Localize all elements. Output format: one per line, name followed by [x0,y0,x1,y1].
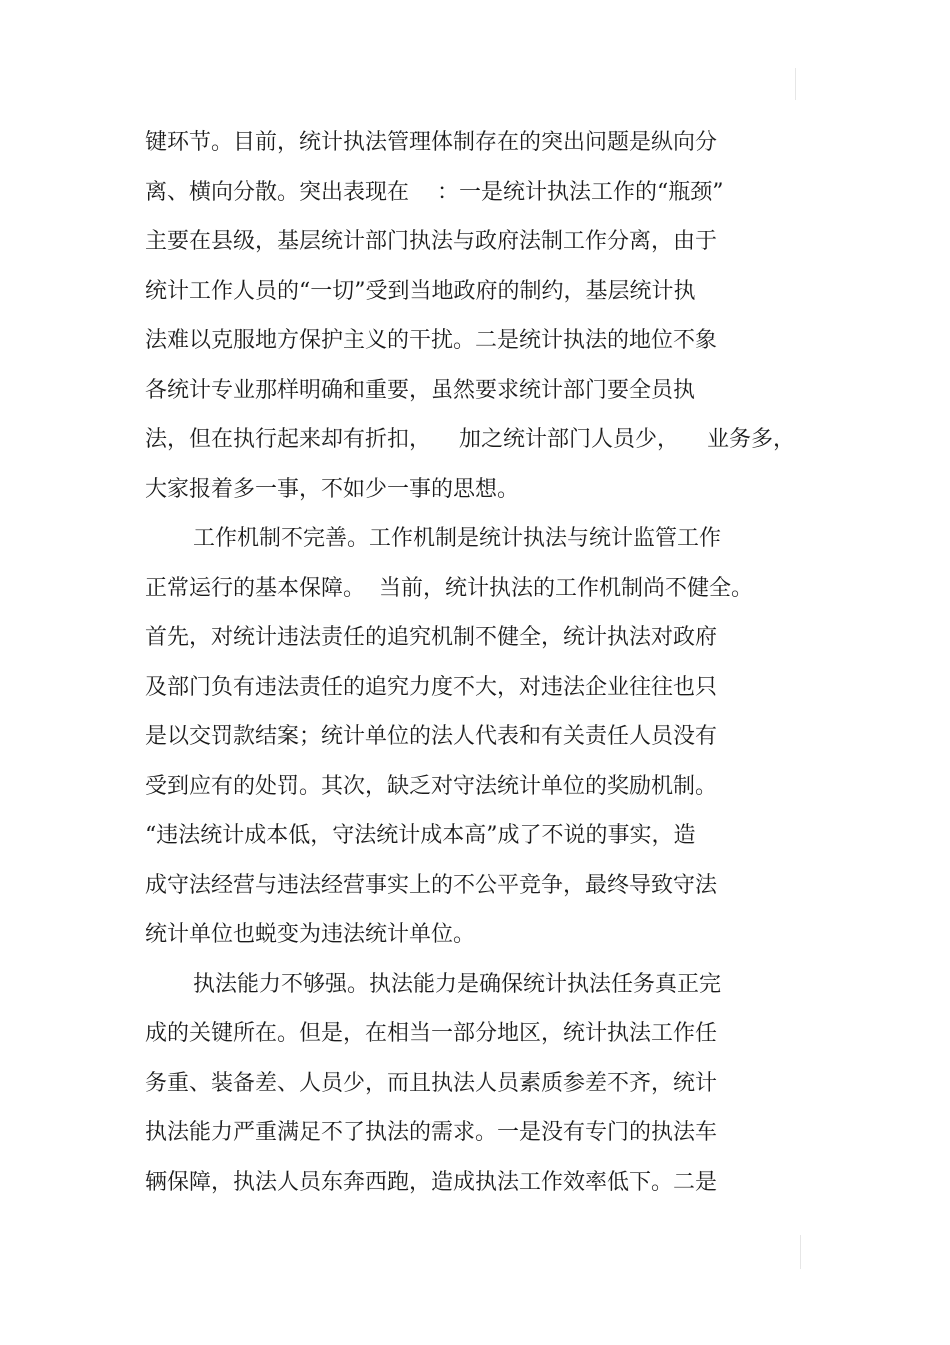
text-line: 首先，对统计违法责任的追究机制不健全，统计执法对政府 [145,625,718,650]
text-line: 统计单位也蜕变为违法统计单位。 [145,922,476,947]
text-line: 统计工作人员的“一切”受到当地政府的制约，基层统计执 [145,278,696,304]
text-line: 辆保障，执法人员东奔西跑，造成执法工作效率低下。二是 [145,1169,718,1195]
text-line: 法难以克服地方保护主义的干扰。二是统计执法的地位不象 [145,328,718,353]
margin-mark-top [795,68,796,100]
text-line: 各统计专业那样明确和重要，虽然要求统计部门要全员执 [145,377,696,403]
text-line: 成的关键所在。但是，在相当一部分地区，统计执法工作任 [145,1021,718,1046]
text-line: 法，但在执行起来却有折扣， 加之统计部门人员少， 业务多， [145,427,795,452]
text-line: 务重、装备差、人员少，而且执法人员素质参差不齐，统计 [145,1070,718,1096]
text-line: 受到应有的处罚。其次，缺乏对守法统计单位的奖励机制。 [145,773,718,799]
body-text [145,118,805,1207]
margin-mark-bottom [800,1235,801,1269]
text-line: 成守法经营与违法经营事实上的不公平竞争，最终导致守法 [145,872,718,898]
text-line: 离、横向分散。突出表现在 ：一是统计执法工作的“瓶颈” [145,179,724,205]
paragraph-first-line: 执法能力不够强。执法能力是确保统计执法任务真正完 [193,971,722,997]
text-line: 键环节。目前，统计执法管理体制存在的突出问题是纵向分 [145,130,718,155]
text-line: 及部门负有违法责任的追究力度不大，对违法企业往往也只 [145,674,718,700]
text-line: 执法能力严重满足不了执法的需求。一是没有专门的执法车 [145,1120,718,1145]
text-line: 大家报着多一事，不如少一事的思想。 [145,476,520,502]
paragraph-first-line: 工作机制不完善。工作机制是统计执法与统计监管工作 [193,526,722,551]
text-line: 主要在县级，基层统计部门执法与政府法制工作分离，由于 [145,229,718,254]
text-line: “违法统计成本低，守法统计成本高”成了不说的事实，造 [145,823,696,848]
text-line: 是以交罚款结案；统计单位的法人代表和有关责任人员没有 [145,724,718,749]
text-line: 正常运行的基本保障。 当前，统计执法的工作机制尚不健全。 [145,575,753,601]
